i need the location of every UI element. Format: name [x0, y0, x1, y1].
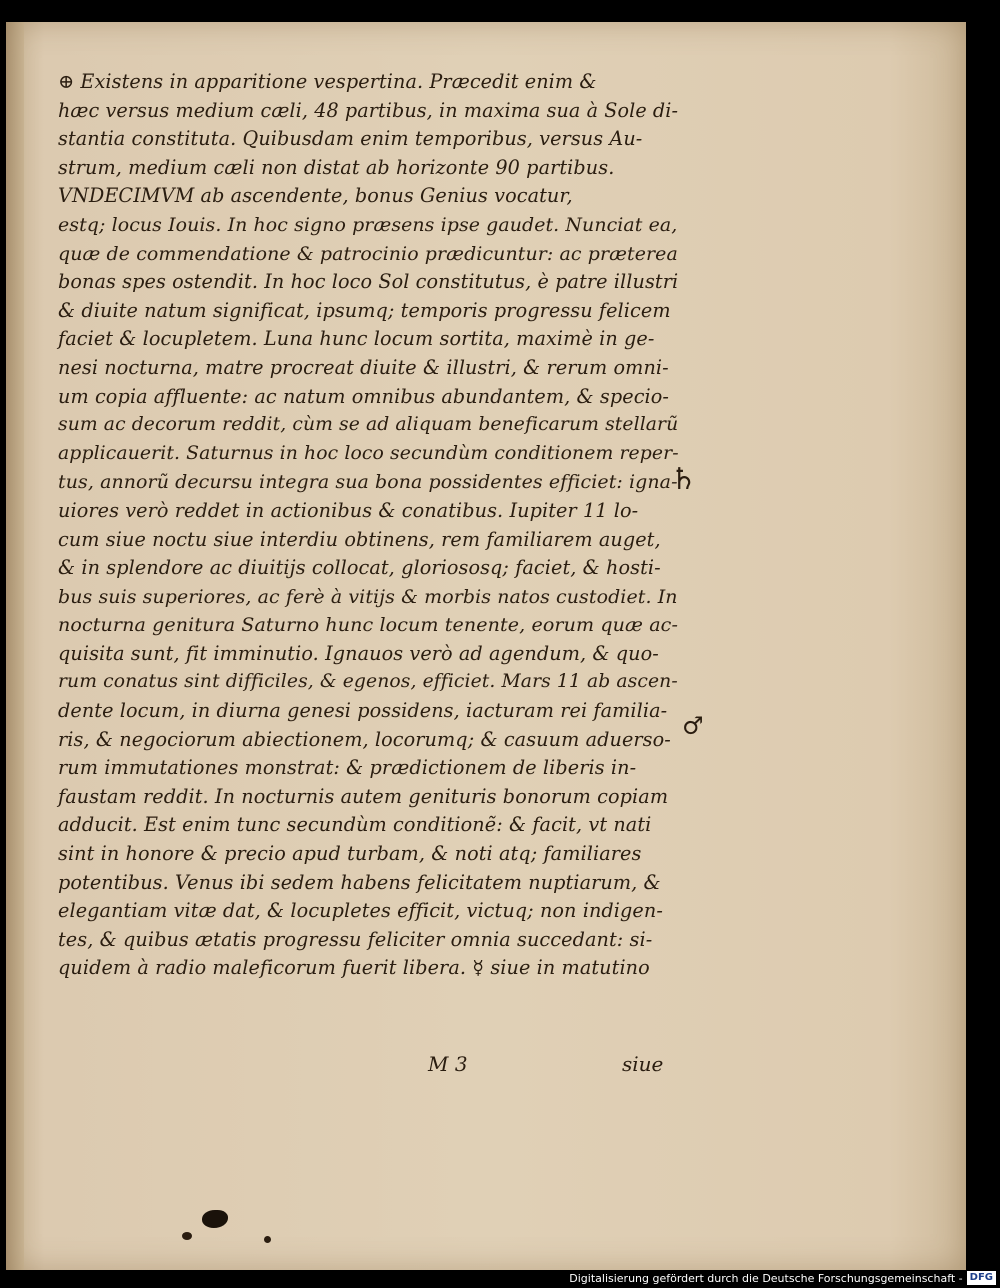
text-line: um copia affluente: ac natum omnibus abundantem, & specio- [58, 384, 670, 408]
text-line: bus suis superiores, ac ferè à vitijs & morbis natos custodiet. In [58, 585, 678, 608]
text-line: sint in honore & precio apud turbam, & noti atq; familiares [58, 842, 642, 866]
text-line: ⊕ Existens in apparitione vespertina. Præcedit enim & [58, 70, 597, 93]
text-line: & diuite natum significat, ipsumq; temporis progressu felicem [58, 298, 671, 322]
text-line: applicauerit. Saturnus in hoc loco secundùm conditionem reper- [58, 442, 679, 464]
ink-blot [264, 1236, 271, 1243]
text-line: & in splendore ac diuitijs collocat, gloriososq; faciet, & hosti- [58, 556, 661, 580]
text-line: rum conatus sint difficiles, & egenos, efficiet. Mars 11 ab ascen- [58, 671, 678, 693]
body-text [58, 68, 678, 983]
text-line: uiores verò reddet in actionibus & conatibus. Iupiter 11 lo- [58, 498, 639, 522]
mars-margin-icon: ♂ [682, 712, 704, 740]
dfg-logo: DFG [967, 1271, 996, 1285]
text-line: potentibus. Venus ibi sedem habens felicitatem nuptiarum, & [58, 870, 661, 894]
text-line: nesi nocturna, matre procreat diuite & illustri, & rerum omni- [58, 355, 669, 379]
text-line: elegantiam vitæ dat, & locupletes efficit, victuq; non indigen- [58, 899, 663, 923]
text-line: strum, medium cæli non distat ab horizonte 90 partibus. [58, 155, 615, 179]
saturn-margin-icon: ♄ [670, 462, 697, 497]
text-line: quidem à radio maleficorum fuerit libera. ☿ siue in matutino [58, 956, 650, 980]
text-line: tes, & quibus ætatis progressu feliciter omnia succedant: si- [58, 927, 653, 951]
signature-mark: M 3 [428, 1052, 468, 1076]
text-line: quisita sunt, fit imminutio. Ignauos verò ad agendum, & quo- [58, 641, 659, 665]
text-line: estq; locus Iouis. In hoc signo præsens ipse gaudet. Nunciat ea, [58, 213, 678, 236]
text-line: faciet & locupletem. Luna hunc locum sortita, maximè in ge- [58, 327, 655, 351]
catchword: siue [622, 1052, 664, 1076]
text-line: nocturna genitura Saturno hunc locum tenente, eorum quæ ac- [58, 614, 678, 637]
page-gutter-shadow [6, 22, 24, 1270]
text-line: hæc versus medium cæli, 48 partibus, in maxima sua à Sole di- [58, 98, 679, 122]
ink-blot [182, 1232, 192, 1240]
text-line: tus, annorũ decursu integra sua bona possidentes efficiet: igna- [58, 471, 678, 494]
text-line: bonas spes ostendit. In hoc loco Sol constitutus, è patre illustri [58, 270, 679, 294]
text-line: sum ac decorum reddit, cùm se ad aliquam beneficarum stellarũ [58, 414, 679, 436]
text-line: stantia constituta. Quibusdam enim temporibus, versus Au- [58, 127, 643, 151]
text-line: VNDECIMVM ab ascendente, bonus Genius vocatur, [58, 184, 573, 208]
text-line: faustam reddit. In nocturnis autem genituris bonorum copiam [58, 784, 669, 808]
text-line: ris, & negociorum abiectionem, locorumq; & casuum aduerso- [58, 727, 671, 751]
book-page [6, 22, 966, 1270]
funding-footer [569, 1270, 996, 1286]
text-line: adducit. Est enim tunc secundùm conditionẽ: & facit, vt nati [58, 813, 652, 837]
text-line: cum siue noctu siue interdiu obtinens, rem familiarem auget, [58, 527, 661, 551]
footer-text: Digitalisierung gefördert durch die Deutsche Forschungsgemeinschaft - [569, 1271, 963, 1285]
text-line: quæ de commendatione & patrocinio prædicuntur: ac præterea [58, 242, 678, 265]
ink-blot [202, 1210, 228, 1228]
text-line: rum immutationes monstrat: & prædictionem de liberis in- [58, 756, 637, 780]
text-line: dente locum, in diurna genesi possidens, iacturam rei familia- [58, 699, 668, 723]
